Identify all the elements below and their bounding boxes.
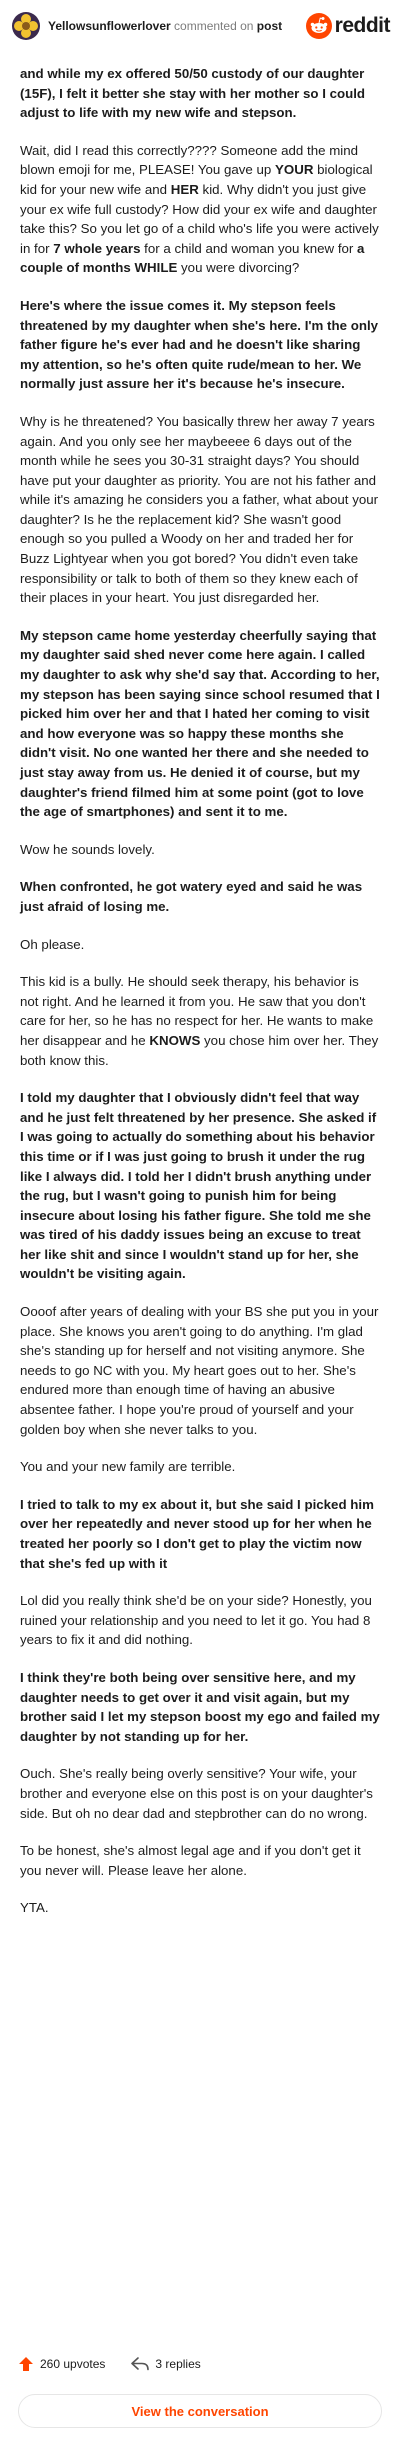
emphasis-text: YOUR: [275, 162, 314, 178]
upvote-button[interactable]: [18, 2356, 105, 2372]
reddit-wordmark: reddit: [334, 14, 390, 37]
reply-paragraph: To be honest, she's almost legal age and if you don't get it you never will. Please leave her alone.: [20, 1843, 361, 1878]
quoted-paragraph: I tried to talk to my ex about it, but she said I picked him over her repeatedly and never stood up for her when he treated her poorly so I don't get to play the victim now that she's fed up with it: [20, 1496, 374, 1571]
emphasis-text: KNOWS: [149, 1032, 201, 1048]
reddit-logo-icon: [306, 13, 332, 39]
paragraph-text: Wait, did I read this correctly???? Someone add the mind blown emoji for me, PLEASE! You gave up: [20, 142, 359, 178]
comment-header: [0, 0, 400, 44]
quoted-paragraph: Here's where the issue comes it. My stepson feels threatened by my daughter when she's here. I'm the only father figure he's ever had and he doesn't like sharing my attention, so he's often quite rude/mean to her. We normally just assure her it's because he's insecure.: [20, 297, 379, 392]
reply-paragraph: Ouch. She's really being overly sensitive? Your wife, your brother and everyone else on this post is on your daughter's side. But oh no dear dad and stepbrother can do no wrong.: [20, 1766, 373, 1821]
quoted-paragraph: I told my daughter that I obviously didn't feel that way and he just felt threatened by her presence. She asked if I was going to actually do something about his behavior this time or if I was just going to brush it under the rug like I always did. I told her I didn't brush anything under the rug, but I wasn't going to punish him for being insecure about losing his father figure. She told me she was tired of his daddy issues being an excuse to treat her like shit and since I wouldn't stand up for her, she wouldn't be visiting again.: [20, 1090, 377, 1282]
reply-paragraph: [20, 141, 380, 278]
quoted-paragraph: My stepson came home yesterday cheerfully saying that my daughter said shed never come here again. I called my daughter to ask why she'd say that. According to her, my stepson has been saying since school resumed that I picked him over her and that I hated her coming to visit and how everyone was so happy these months she didn't visit. No one wanted her there and she needed to just stay away from us. He denied it of course, but my daughter's friend filmed him at some point (got to love the age of smartphones) and sent it to me.: [20, 627, 380, 820]
paragraph-text: kid. Why didn't you just give your ex wife full custody? How did your ex wife and daughter take this? So you let go of a child who's life you were actively in for: [20, 181, 379, 256]
upvote-arrow-icon: [18, 2356, 34, 2372]
avatar[interactable]: [12, 12, 40, 40]
emphasis-text: a couple of months WHILE: [20, 240, 365, 276]
paragraph-text: you were divorcing?: [177, 260, 300, 276]
reply-paragraph: Why is he threatened? You basically threw her away 7 years again. And you only see her maybeeee 6 days out of the month while he sees you 30-31 straight days? You should have put your daughter as priority. You are not his father and while it's amazing he considers you a father, what about your daughter? Is he the replacement kid? She wasn't good enough so you pulled a Woody on her and traded her for Buzz Lightyear when you got bored? You didn't even take responsibility or talk to both of them so they knew each of their places in your heart. You just disregarded her.: [20, 413, 379, 606]
reply-count: 3 replies: [155, 2357, 201, 2371]
username[interactable]: Yellowsunflowerlover: [48, 19, 171, 33]
quoted-paragraph: I think they're both being over sensitive here, and my daughter needs to get over it and visit again, but my brother said I let my stepson boost my ego and failed my daughter by not standing up for her.: [20, 1669, 380, 1744]
action-text: commented on: [174, 19, 254, 33]
reddit-logo[interactable]: [306, 13, 390, 39]
paragraph-text: biological kid for your new wife and: [20, 162, 373, 197]
reply-paragraph: Lol did you really think she'd be on your side? Honestly, you ruined your relationship and you need to let it go. You had 8 years to fix it and did nothing.: [20, 1593, 372, 1648]
quoted-paragraph: and while my ex offered 50/50 custody of our daughter (15F), I felt it better she stay with her mother so I could adjust to life with my new wife and stepson.: [20, 66, 366, 121]
replies-button[interactable]: [131, 2357, 200, 2371]
reply-paragraph: Wow he sounds lovely.: [20, 841, 155, 857]
emphasis-text: HER: [170, 181, 199, 197]
reply-arrow-icon: [131, 2357, 149, 2371]
comment-stats: [18, 2352, 382, 2376]
comment-footer: [0, 2352, 400, 2428]
view-conversation-button[interactable]: View the conversation: [18, 2394, 382, 2428]
paragraph-text: you chose him over her. They both know this.: [20, 1032, 379, 1068]
reply-paragraph: [20, 972, 380, 1070]
post-link[interactable]: post: [256, 19, 283, 33]
comment-meta: [48, 19, 282, 33]
reply-paragraph: You and your new family are terrible.: [20, 1459, 236, 1475]
quoted-paragraph: When confronted, he got watery eyed and said he was just afraid of losing me.: [20, 879, 363, 914]
comment-body: [0, 44, 400, 1918]
paragraph-text: for a child and woman you knew for: [140, 240, 358, 256]
reply-paragraph: YTA.: [20, 1900, 49, 1916]
upvote-count: 260 upvotes: [40, 2357, 106, 2371]
reply-paragraph: Oooof after years of dealing with your BS she put you in your place. She knows you aren't going to do anything. I'm glad she's standing up for herself and not visiting anymore. She needs to go NC with you. My heart goes out to her. She's endured more than enough time of having an abusive absentee father. I hope you're proud of yourself and your golden boy when she never talks to you.: [20, 1304, 379, 1437]
paragraph-text: This kid is a bully. He should seek therapy, his behavior is not right. And he learned it from you. He saw that you don't care for her, so he has no respect for her. He wants to make her disappear and he: [20, 974, 374, 1048]
reply-paragraph: Oh please.: [20, 936, 85, 952]
emphasis-text: 7 whole years: [53, 240, 141, 256]
